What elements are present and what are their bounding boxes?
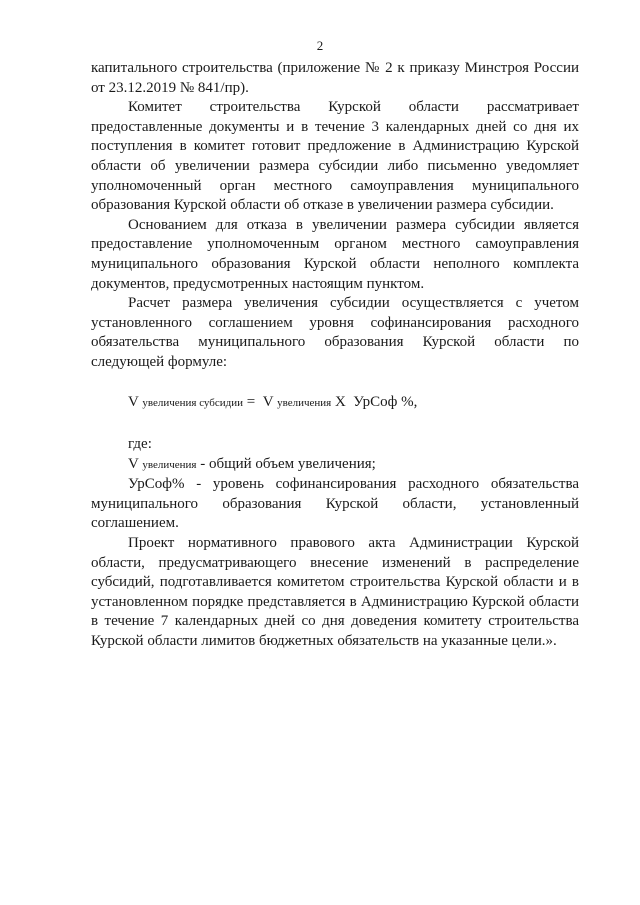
formula-v1-subscript: увеличения субсидии xyxy=(142,396,244,409)
formula-rest: УрСоф %, xyxy=(353,393,418,410)
definition-ursof: УрСоф% - уровень софинансирования расходного обязательства муниципального образования Курской области, установленный соглашением. xyxy=(91,476,579,532)
formula-times: X xyxy=(334,393,346,410)
paragraph-continuation: капитального строительства (приложение № 2 к приказу Минстроя России от 23.12.2019 № 841/пр). xyxy=(91,60,579,96)
formula-v1: V xyxy=(128,393,139,410)
page-number: 2 xyxy=(316,38,324,53)
formula-equals: = xyxy=(246,393,256,410)
definition-v: V xyxy=(128,455,139,472)
paragraph-draft-act: Проект нормативного правового акта Администрации Курской области, предусматривающего внесение изменений в распределение субсидий, подготавливается комитетом строительства Курской области и в установленном порядке представляется в Администрацию Курской области в течение 7 календарных дней со дня доведения комитету строительства Курской области лимитов бюджетных обязательств на указанные цели.». xyxy=(91,535,579,650)
definition-v-increase xyxy=(91,455,579,476)
formula-v2-subscript: увеличения xyxy=(277,396,332,409)
formula-v2: V xyxy=(262,393,274,410)
where-label: где: xyxy=(128,436,152,453)
paragraph-refusal-grounds: Основанием для отказа в увеличении размера субсидии является предоставление уполномоченным органом местного самоуправления муниципального образования Курской области неполного комплекта документов, предусмотренных настоящим пунктом. xyxy=(91,216,579,292)
subsidy-formula xyxy=(91,393,579,414)
definition-v-subscript: увеличения xyxy=(142,458,197,471)
paragraph-committee-review: Комитет строительства Курской области рассматривает предоставленные документы и в течение 3 календарных дней со дня их поступления в комитет готовит предложение в Администрацию Курской области об увеличении размера субсидии либо письменно уведомляет уполномоченный орган местного самоуправления муниципального образования Курской области об отказе в увеличении размера субсидии. xyxy=(91,99,579,214)
definition-v-text: - общий объем увеличения; xyxy=(200,455,376,472)
paragraph-calculation: Расчет размера увеличения субсидии осуществляется с учетом установленного соглашением уровня софинансирования расходного обязательства муниципального образования Курской области по следующей формуле: xyxy=(91,295,579,370)
document-body xyxy=(91,59,579,652)
